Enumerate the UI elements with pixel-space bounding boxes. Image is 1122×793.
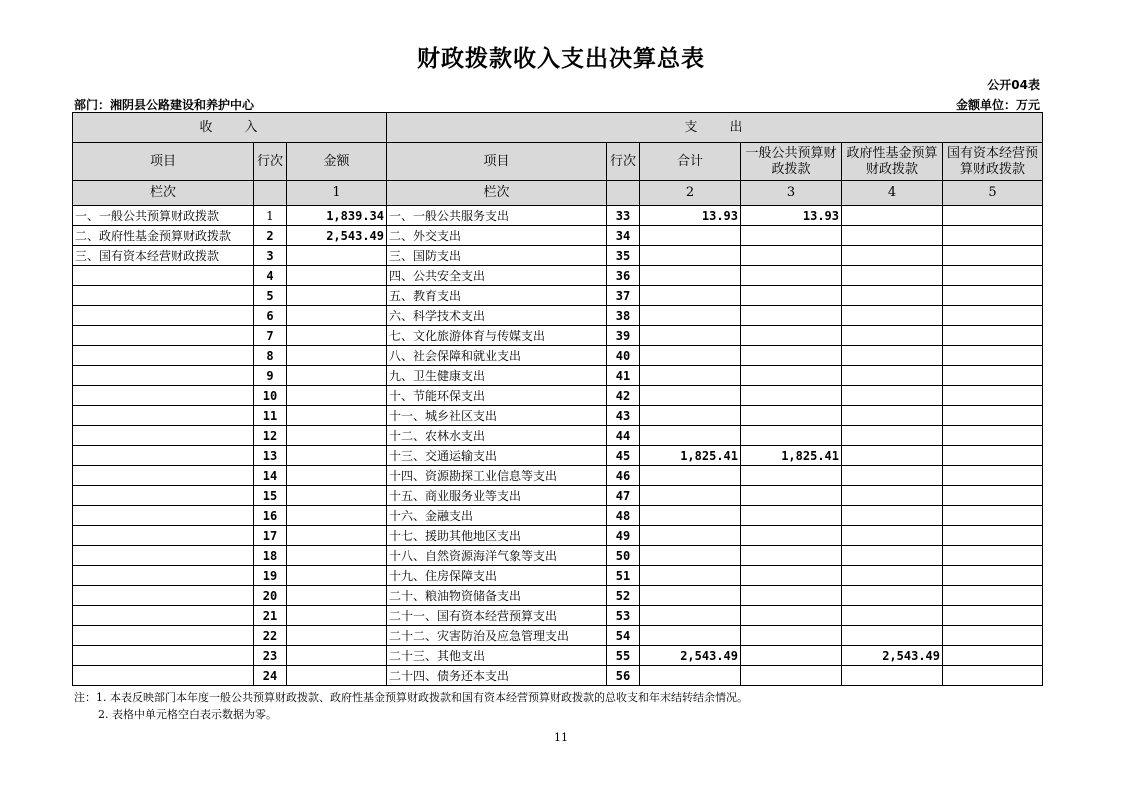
income-amount [287,606,387,626]
col-header-total: 合计 [640,143,741,181]
col-header-amount: 金额 [287,143,387,181]
income-amount [287,506,387,526]
income-item [73,306,254,326]
col-no-label-expense: 栏次 [387,181,607,206]
expense-total [640,406,741,426]
expense-item: 二十二、灾害防治及应急管理支出 [387,626,607,646]
table-row [73,306,1043,326]
page-title: 财政拨款收入支出决算总表 [417,46,705,72]
expense-general: 1,825.41 [741,446,842,466]
col-no-label: 栏次 [73,181,254,206]
expense-state [943,446,1043,466]
expense-general [741,666,842,686]
col-no-1: 1 [287,181,387,206]
expense-total [640,366,741,386]
income-amount [287,666,387,686]
expense-item: 一、一般公共服务支出 [387,206,607,226]
expense-line: 54 [607,626,640,646]
income-amount [287,626,387,646]
expense-total: 2,543.49 [640,646,741,666]
header-row-columns [73,143,1043,181]
income-line: 13 [254,446,287,466]
expense-total [640,546,741,566]
expense-total [640,466,741,486]
expense-line: 39 [607,326,640,346]
expense-state [943,346,1043,366]
expense-line: 50 [607,546,640,566]
expense-state [943,206,1043,226]
income-line: 18 [254,546,287,566]
col-no-2: 2 [640,181,741,206]
expense-state [943,566,1043,586]
table-row [73,286,1043,306]
expense-line: 37 [607,286,640,306]
expense-fund [842,626,943,646]
expense-state [943,546,1043,566]
income-amount [287,346,387,366]
expense-total [640,606,741,626]
expense-fund [842,386,943,406]
table-row [73,346,1043,366]
expense-general [741,266,842,286]
income-amount [287,526,387,546]
expense-item: 二十、粮油物资储备支出 [387,586,607,606]
income-line: 22 [254,626,287,646]
table-row [73,466,1043,486]
expense-state [943,486,1043,506]
income-item [73,426,254,446]
income-amount [287,246,387,266]
expense-fund [842,226,943,246]
expense-state [943,626,1043,646]
expense-fund [842,506,943,526]
expense-line: 36 [607,266,640,286]
expense-state [943,606,1043,626]
income-item [73,286,254,306]
table-row [73,366,1043,386]
expense-general [741,606,842,626]
income-line: 19 [254,566,287,586]
expense-general [741,546,842,566]
table-row [73,566,1043,586]
income-item [73,406,254,426]
income-item: 二、政府性基金预算财政拨款 [73,226,254,246]
income-amount [287,466,387,486]
income-line: 7 [254,326,287,346]
expense-state [943,466,1043,486]
expense-total [640,426,741,446]
income-amount [287,586,387,606]
amount-unit-label: 金额单位：万元 [955,98,1040,112]
table-row [73,646,1043,666]
income-line: 16 [254,506,287,526]
income-line: 23 [254,646,287,666]
expense-state [943,526,1043,546]
expense-line: 38 [607,306,640,326]
expense-line: 33 [607,206,640,226]
income-item [73,446,254,466]
expense-general [741,326,842,346]
expense-item: 二十三、其他支出 [387,646,607,666]
expense-total [640,226,741,246]
expense-state [943,586,1043,606]
expense-total: 13.93 [640,206,741,226]
income-item [73,326,254,346]
income-group-header: 收 入 [73,113,387,143]
income-amount [287,546,387,566]
col-header-item: 项目 [73,143,254,181]
expense-total [640,306,741,326]
expense-line: 51 [607,566,640,586]
expense-fund [842,606,943,626]
table-row [73,226,1043,246]
income-amount: 2,543.49 [287,226,387,246]
expense-general [741,286,842,306]
header-row-numbers [73,181,1043,206]
income-line: 3 [254,246,287,266]
table-row [73,586,1043,606]
expense-fund [842,526,943,546]
income-line: 20 [254,586,287,606]
expense-item: 十五、商业服务业等支出 [387,486,607,506]
header-row-groups [73,113,1043,143]
expense-general [741,406,842,426]
table-row [73,666,1043,686]
expense-fund [842,586,943,606]
expense-total [640,666,741,686]
expense-total [640,526,741,546]
expense-state [943,306,1043,326]
expense-state [943,426,1043,446]
expense-state [943,646,1043,666]
expense-general [741,566,842,586]
income-line: 24 [254,666,287,686]
income-item [73,486,254,506]
expense-line: 35 [607,246,640,266]
expense-state [943,666,1043,686]
income-amount [287,266,387,286]
expense-item: 十四、资源勘探工业信息等支出 [387,466,607,486]
expense-item: 十六、金融支出 [387,506,607,526]
expense-item: 三、国防支出 [387,246,607,266]
income-item [73,466,254,486]
income-item [73,546,254,566]
table-row [73,206,1043,226]
expense-state [943,386,1043,406]
income-line: 5 [254,286,287,306]
expense-general [741,306,842,326]
income-item [73,566,254,586]
footnote-2: 2. 表格中单元格空白表示数据为零。 [98,708,277,721]
table-row [73,406,1043,426]
expense-line: 42 [607,386,640,406]
col-header-state: 国有资本经营预算财政拨款 [943,143,1043,181]
table-row [73,486,1043,506]
income-amount [287,446,387,466]
expense-general [741,366,842,386]
income-line: 17 [254,526,287,546]
table-row [73,626,1043,646]
table-row [73,246,1043,266]
page-number: 11 [554,731,568,744]
table-row [73,266,1043,286]
income-amount [287,566,387,586]
expense-general [741,386,842,406]
expense-state [943,266,1043,286]
expense-state [943,506,1043,526]
income-line: 12 [254,426,287,446]
income-line: 9 [254,366,287,386]
income-item: 三、国有资本经营财政拨款 [73,246,254,266]
col-no-blank [254,181,287,206]
income-line: 1 [254,206,287,226]
expense-total [640,486,741,506]
budget-summary-table [72,112,1043,686]
income-item [73,526,254,546]
expense-item: 十一、城乡社区支出 [387,406,607,426]
income-amount: 1,839.34 [287,206,387,226]
income-amount [287,646,387,666]
expense-fund [842,546,943,566]
income-line: 2 [254,226,287,246]
expense-fund [842,306,943,326]
expense-general [741,246,842,266]
expense-line: 40 [607,346,640,366]
expense-general [741,626,842,646]
income-item [73,646,254,666]
expense-item: 二十四、债务还本支出 [387,666,607,686]
expense-line: 44 [607,426,640,446]
expense-total [640,266,741,286]
income-amount [287,326,387,346]
expense-item: 十七、援助其他地区支出 [387,526,607,546]
expense-item: 十二、农林水支出 [387,426,607,446]
income-line: 8 [254,346,287,366]
expense-total [640,506,741,526]
expense-item: 十九、住房保障支出 [387,566,607,586]
expense-state [943,226,1043,246]
income-line: 10 [254,386,287,406]
expense-fund [842,446,943,466]
expense-fund [842,346,943,366]
expense-fund [842,486,943,506]
income-line: 4 [254,266,287,286]
table-row [73,606,1043,626]
expense-total [640,626,741,646]
expense-fund [842,266,943,286]
income-line: 14 [254,466,287,486]
income-item [73,346,254,366]
expense-state [943,246,1043,266]
income-line: 15 [254,486,287,506]
form-number: 公开04表 [987,78,1040,92]
expense-group-header: 支 出 [387,113,1043,143]
expense-state [943,326,1043,346]
income-item [73,666,254,686]
expense-line: 53 [607,606,640,626]
expense-general [741,486,842,506]
expense-item: 八、社会保障和就业支出 [387,346,607,366]
table-row [73,386,1043,406]
expense-total [640,346,741,366]
expense-item: 九、卫生健康支出 [387,366,607,386]
expense-line: 52 [607,586,640,606]
expense-fund [842,286,943,306]
expense-item: 十三、交通运输支出 [387,446,607,466]
income-line: 11 [254,406,287,426]
table-row [73,546,1043,566]
department-label: 部门：湘阴县公路建设和养护中心 [74,98,255,112]
income-item: 一、一般公共预算财政拨款 [73,206,254,226]
footnotes [74,689,748,723]
table-row [73,446,1043,466]
expense-item: 五、教育支出 [387,286,607,306]
col-header-fund: 政府性基金预算财政拨款 [842,143,943,181]
income-amount [287,306,387,326]
table-row [73,326,1043,346]
expense-total [640,586,741,606]
expense-total [640,326,741,346]
col-no-blank-expense [607,181,640,206]
income-amount [287,386,387,406]
expense-fund [842,566,943,586]
expense-total [640,246,741,266]
income-item [73,506,254,526]
expense-state [943,366,1043,386]
income-item [73,586,254,606]
expense-general [741,526,842,546]
expense-item: 四、公共安全支出 [387,266,607,286]
income-amount [287,426,387,446]
expense-item: 十、节能环保支出 [387,386,607,406]
expense-fund [842,246,943,266]
table-row [73,506,1043,526]
expense-line: 34 [607,226,640,246]
col-header-line: 行次 [254,143,287,181]
table-row [73,426,1043,446]
expense-line: 41 [607,366,640,386]
expense-general [741,506,842,526]
expense-item: 六、科学技术支出 [387,306,607,326]
expense-item: 七、文化旅游体育与传媒支出 [387,326,607,346]
income-line: 21 [254,606,287,626]
income-amount [287,486,387,506]
expense-total [640,566,741,586]
expense-state [943,406,1043,426]
col-header-line-expense: 行次 [607,143,640,181]
expense-item: 二、外交支出 [387,226,607,246]
expense-general [741,346,842,366]
expense-fund [842,326,943,346]
table-row [73,526,1043,546]
expense-fund [842,366,943,386]
expense-general [741,426,842,446]
income-item [73,386,254,406]
expense-item: 十八、自然资源海洋气象等支出 [387,546,607,566]
col-no-4: 4 [842,181,943,206]
income-item [73,366,254,386]
expense-fund: 2,543.49 [842,646,943,666]
expense-general [741,586,842,606]
expense-fund [842,406,943,426]
col-no-3: 3 [741,181,842,206]
expense-general [741,466,842,486]
expense-line: 47 [607,486,640,506]
expense-general: 13.93 [741,206,842,226]
expense-total: 1,825.41 [640,446,741,466]
expense-line: 56 [607,666,640,686]
footnote-1: 注：1. 本表反映部门本年度一般公共预算财政拨款、政府性基金预算财政拨款和国有资本经营预算财政拨款的总收支和年末结转结余情况。 [74,691,748,704]
income-item [73,266,254,286]
col-header-general: 一般公共预算财政拨款 [741,143,842,181]
income-item [73,606,254,626]
expense-fund [842,666,943,686]
col-no-5: 5 [943,181,1043,206]
expense-state [943,286,1043,306]
expense-line: 55 [607,646,640,666]
expense-line: 48 [607,506,640,526]
expense-fund [842,206,943,226]
col-header-item-expense: 项目 [387,143,607,181]
expense-total [640,286,741,306]
expense-fund [842,466,943,486]
income-line: 6 [254,306,287,326]
expense-total [640,386,741,406]
income-amount [287,286,387,306]
expense-item: 二十一、国有资本经营预算支出 [387,606,607,626]
expense-line: 46 [607,466,640,486]
expense-line: 45 [607,446,640,466]
income-item [73,626,254,646]
expense-line: 49 [607,526,640,546]
expense-fund [842,426,943,446]
expense-general [741,226,842,246]
expense-line: 43 [607,406,640,426]
income-amount [287,406,387,426]
income-amount [287,366,387,386]
expense-general [741,646,842,666]
